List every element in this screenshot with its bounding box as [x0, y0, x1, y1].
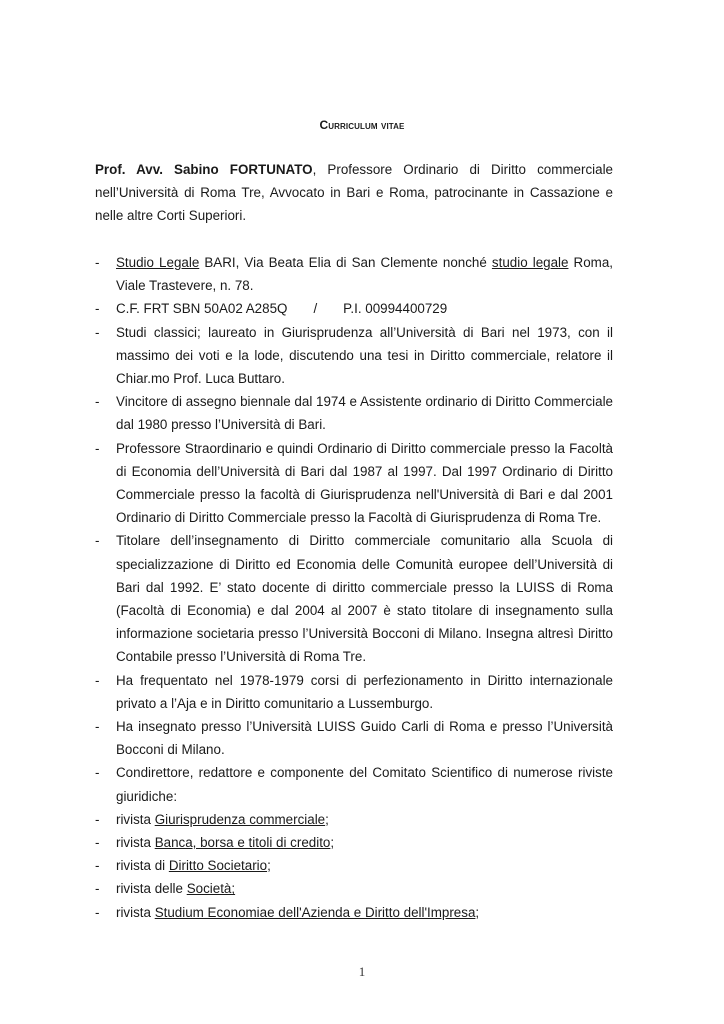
vat-number: P.I. 00994400729	[343, 301, 448, 317]
journal-link[interactable]: Studium Economiae dell'Azienda e Diritto dell'Impresa	[154, 904, 476, 920]
journal-item: - rivista Studium Economiae dell'Azienda e Diritto dell'Impresa;	[95, 904, 480, 920]
journal-link[interactable]: Banca, borsa e titoli di credito	[154, 835, 331, 851]
list-item: - C.F. FRT SBN 50A02 A285Q / P.I. 00994400729	[95, 301, 448, 317]
document-title: Curriculum vitae	[319, 118, 405, 132]
list-item: - Studio Legale BARI, Via Beata Elia di San Clemente nonché studio legale Roma, Viale Trastevere, n. 78.	[95, 255, 613, 294]
cv-list	[95, 251, 613, 924]
journal-item: - rivista delle Società;	[95, 881, 236, 897]
journal-item: - rivista Giurisprudenza commerciale;	[95, 811, 329, 827]
list-item: - Professore Straordinario e quindi Ordinario di Diritto commerciale presso la Facoltà di Economia dell’Università di Bari dal 1987 al 1997. Dal 1997 Ordinario di Diritto Commerciale presso la facoltà di Giurisprudenza nell'Università di Bari e dal 2001 Ordinario di Diritto Commerciale presso la Facoltà di Giurisprudenza di Roma Tre.	[95, 440, 613, 526]
list-item: - Condirettore, redattore e componente del Comitato Scientifico di numerose riviste giuridiche:	[95, 765, 613, 804]
list-item: - Titolare dell’insegnamento di Diritto commerciale comunitario alla Scuola di specializzazione di Diritto ed Economia delle Comunità europee dell’Università di Bari dal 1992. E’ stato docente di diritto commerciale presso la LUISS di Roma (Facoltà di Economia) e dal 2004 al 2007 è stato titolare di insegnamento sulla informazione societaria presso l’Università Bocconi di Milano. Insegna altresì Diritto Contabile presso l’Università di Roma Tre.	[95, 533, 613, 665]
list-item: - Ha insegnato presso l’Università LUISS Guido Carli di Roma e presso l’Università Bocconi di Milano.	[95, 719, 613, 758]
journal-link[interactable]: Diritto Societario	[168, 858, 268, 874]
intro-text: , Professore Ordinario di Diritto commerciale nell’Università di Roma Tre, Avvocato in Bari e Roma, patrocinante in Cassazione e nelle altre Corti Superiori.	[95, 162, 613, 224]
journal-link[interactable]: Società;	[186, 881, 236, 897]
journal-link[interactable]: Giurisprudenza commerciale	[154, 811, 326, 827]
journal-item: - rivista Banca, borsa e titoli di credito;	[95, 835, 335, 851]
list-item: - Vincitore di assegno biennale dal 1974 e Assistente ordinario di Diritto Commerciale dal 1980 presso l’Università di Bari.	[95, 394, 613, 433]
journal-item: - rivista di Diritto Societario;	[95, 858, 271, 874]
studio-legale-roma-link[interactable]: studio legale	[491, 255, 569, 270]
intro-paragraph	[95, 158, 613, 228]
author-name: Prof. Avv. Sabino FORTUNATO	[95, 162, 313, 177]
fiscal-code: C.F. FRT SBN 50A02 A285Q	[116, 301, 288, 317]
list-item: - Studi classici; laureato in Giurisprudenza all’Università di Bari nel 1973, con il massimo dei voti e la lode, discutendo una tesi in Diritto commerciale, relatore il Chiar.mo Prof. Luca Buttaro.	[95, 324, 613, 387]
studio-legale-link[interactable]: Studio Legale	[116, 255, 200, 270]
list-item: - Ha frequentato nel 1978-1979 corsi di perfezionamento in Diritto internazionale privato a l’Aja e in Diritto comunitario a Lussemburgo.	[95, 672, 613, 711]
page-number: 1	[358, 964, 366, 979]
